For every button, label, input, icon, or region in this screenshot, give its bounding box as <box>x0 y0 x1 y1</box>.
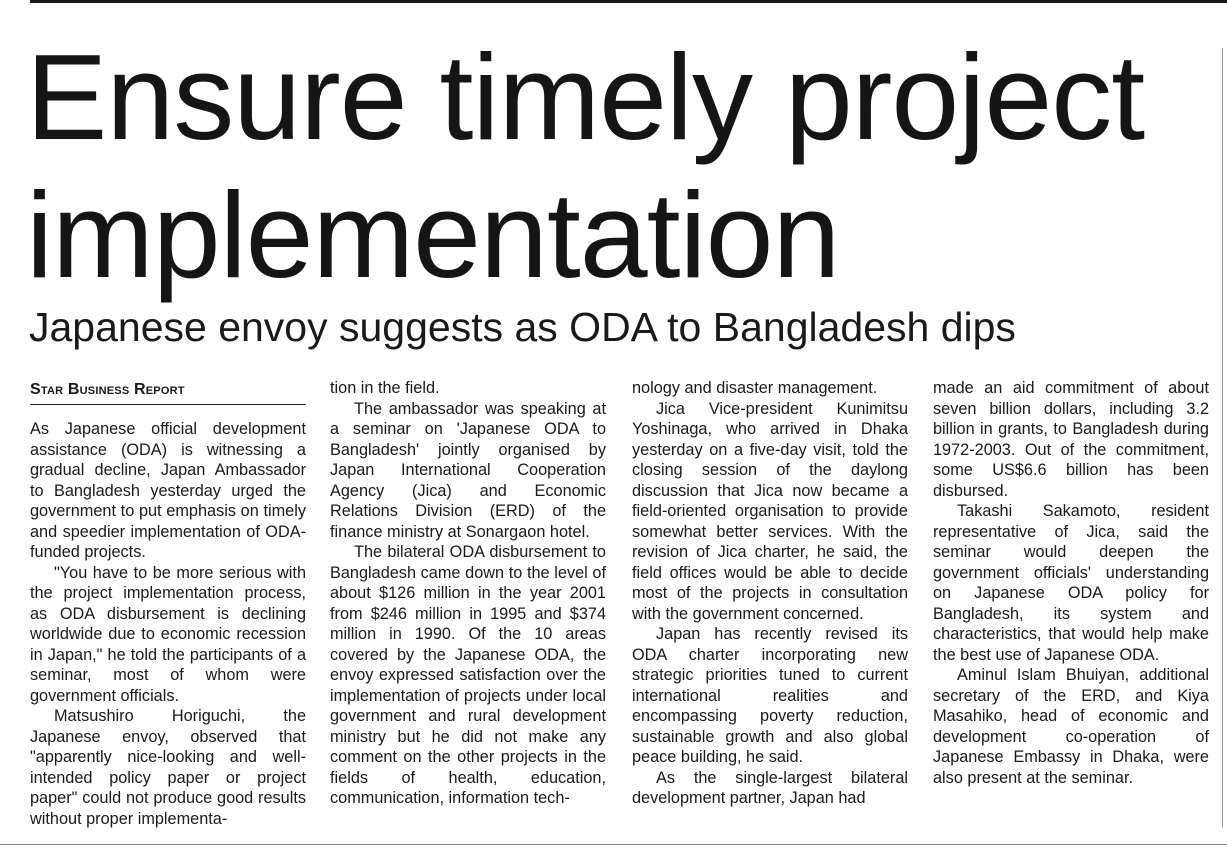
paragraph: The bilateral ODA disbursement to Bangladesh came down to the level of about $126 million in the year 2001 from $246 million in 1995 and $374 million in 1990. Of the 10 areas covered by the Japanese ODA, the envoy expressed satisfaction over the implementation of projects under local government and rural development ministry but he did not make any comment on the other projects in the fields of health, education, communication, information tech- <box>330 543 606 807</box>
article-column-2 <box>330 378 606 809</box>
paragraph: tion in the field. <box>330 379 440 397</box>
paragraph: Japan has recently revised its ODA charter incorporating new strategic priorities tuned to current international realities and encompassing poverty reduction, sustainable growth and also global peace building, he said. <box>632 625 908 766</box>
article-column-4 <box>933 378 1209 788</box>
paragraph: The ambassador was speaking at a seminar on 'Japanese ODA to Bangladesh' jointly organised by Japan International Cooperation Agency (Jica) and Economic Relations Division (ERD) of the finance ministry at Sonargaon hotel. <box>330 399 606 541</box>
paragraph: made an aid commitment of about seven billion dollars, including 3.2 billion in grants, to Bangladesh during 1972-2003. Out of the commitment, some US$6.6 billion has been disbursed. <box>933 379 1209 500</box>
paragraph: Aminul Islam Bhuiyan, additional secretary of the ERD, and Kiya Masahiko, head of economic and development co-operation of Japanese Embassy in Dhaka, were also present at the seminar. <box>933 666 1209 787</box>
byline: Star Business Report <box>30 378 306 405</box>
subheadline: Japanese envoy suggests as ODA to Bangladesh dips <box>29 304 1016 350</box>
paragraph: Takashi Sakamoto, resident representative of Jica, said the seminar would deepen the government officials' understanding on Japanese ODA policy for Bangladesh, its system and characteristics, that would help make the best use of Japanese ODA. <box>933 502 1209 664</box>
paragraph: As the single-largest bilateral development partner, Japan had <box>632 768 908 807</box>
paragraph: As Japanese official development assistance (ODA) is witnessing a gradual decline, Japan Ambassador to Bangladesh yesterday urged the government to put emphasis on timely and speedier implementation of ODA-funded projects. <box>30 420 306 561</box>
paragraph: "You have to be more serious with the project implementation process, as ODA disbursement is declining worldwide due to economic recession in Japan," he told the participants of a seminar, most of whom were government officials. <box>30 563 306 705</box>
top-rule <box>30 0 1227 3</box>
article-column-1 <box>30 378 306 829</box>
headline: Ensure timely project implementation <box>26 29 1145 303</box>
paragraph: Jica Vice-president Kunimitsu Yoshinaga, who arrived in Dhaka yesterday on a five-day visit, told the closing session of the daylong discussion that Jica now became a field-oriented organisation to provide somewhat better services. With the revision of Jica charter, he said, the field offices would be able to decide most of the projects in consultation with the government concerned. <box>632 399 908 623</box>
paragraph: nology and disaster management. <box>632 379 878 397</box>
bottom-rule <box>0 844 1227 845</box>
right-column-rule <box>1222 48 1223 827</box>
article-column-3 <box>632 378 908 809</box>
paragraph: Matsushiro Horiguchi, the Japanese envoy, observed that "apparently nice-looking and well-intended policy paper or project paper" could not produce good results without proper implementa- <box>30 707 306 828</box>
